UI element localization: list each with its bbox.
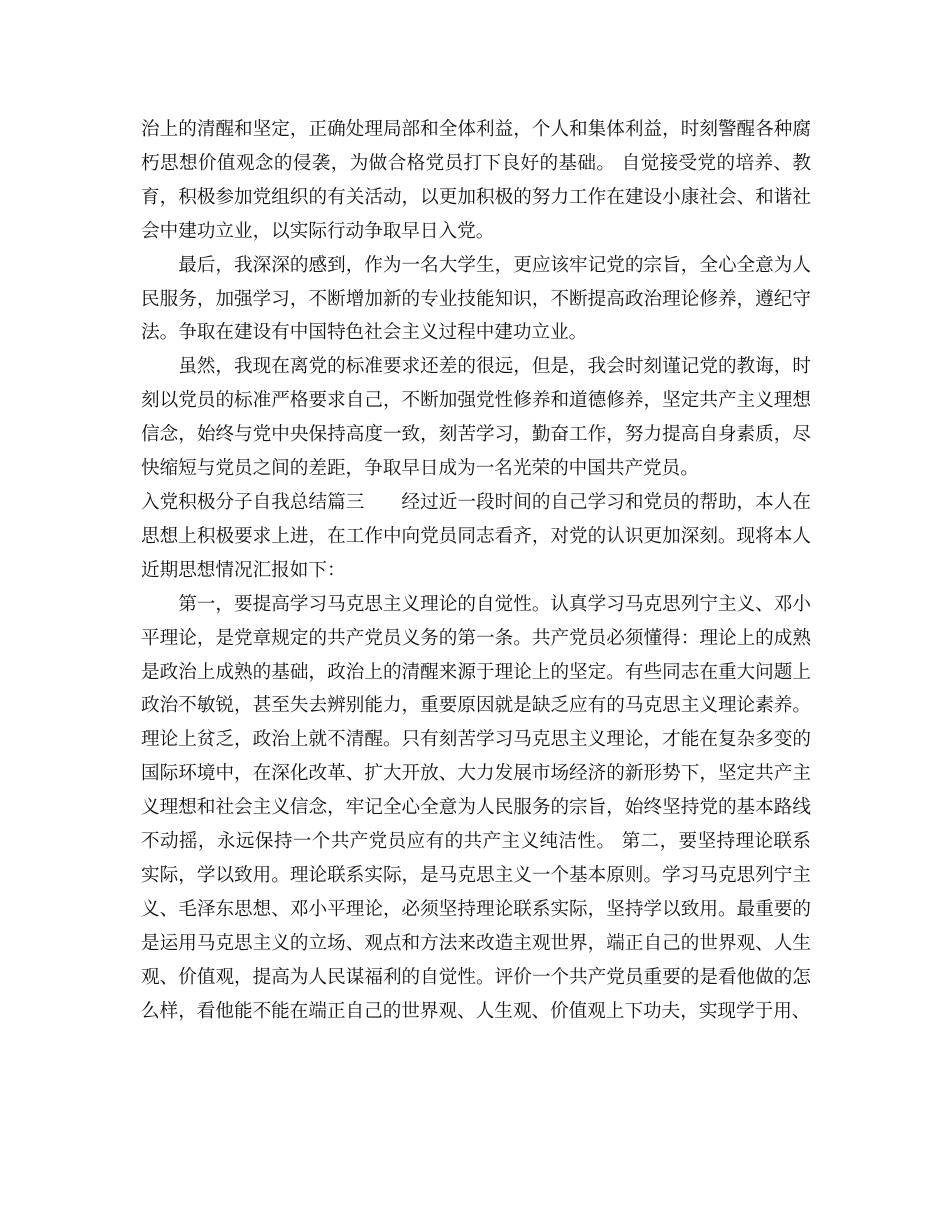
document-body bbox=[141, 113, 811, 1028]
paragraph-resolve: 虽然，我现在离党的标准要求还差的很远，但是，我会时刻谨记党的教诲，时刻以党员的标准严格要求自己，不断加强党性修养和道德修养，坚定共产主义理想信念，始终与党中央保持高度一致，刻苦学习，勤奋工作，努力提高自身素质，尽快缩短与党员之间的差距，争取早日成为一名光荣的中国共产党员。 bbox=[141, 356, 811, 480]
paragraph-section-three-intro: 入党积极分子自我总结篇三 经过近一段时间的自己学习和党员的帮助，本人在思想上积极要求上进，在工作中向党员同志看齐，对党的认识更加深刻。现将本人近期思想情况汇报如下： bbox=[141, 491, 811, 581]
paragraph-conclusion: 最后，我深深的感到，作为一名大学生，更应该牢记党的宗旨，全心全意为人民服务，加强学习，不断增加新的专业技能知识，不断提高政治理论修养，遵纪守法。争取在建设有中国特色社会主义过程中建功立业。 bbox=[141, 254, 811, 344]
paragraph-points: 第一，要提高学习马克思主义理论的自觉性。认真学习马克思列宁主义、邓小平理论，是党章规定的共产党员义务的第一条。共产党员必须懂得：理论上的成熟是政治上成熟的基础，政治上的清醒来源于理论上的坚定。有些同志在重大问题上政治不敏锐，甚至失去辨别能力，重要原因就是缺乏应有的马克思主义理论素养。理论上贫乏，政治上就不清醒。只有刻苦学习马克思主义理论，才能在复杂多变的国际环境中，在深化改革、扩大开放、大力发展市场经济的新形势下，坚定共产主义理想和社会主义信念，牢记全心全意为人民服务的宗旨，始终坚持党的基本路线不动摇，永远保持一个共产党员应有的共产主义纯洁性。 第二，要坚持理论联系实际，学以致用。理论联系实际，是马克思主义一个基本原则。学习马克思列宁主义、毛泽东思想、邓小平理论，必须坚持理论联系实际，坚持学以致用。最重要的是运用马克思主义的立场、观点和方法来改造主观世界，端正自己的世界观、人生观、价值观，提高为人民谋福利的自觉性。评价一个共产党员重要的是看他做的怎么样，看他能不能在端正自己的世界观、人生观、价值观上下功夫，实现学于用、 bbox=[141, 593, 811, 1022]
paragraph-continuation: 治上的清醒和坚定，正确处理局部和全体利益，个人和集体利益，时刻警醒各种腐朽思想价值观念的侵袭，为做合格党员打下良好的基础。 自觉接受党的培养、教育，积极参加党组织的有关活动，以更加积极的努力工作在建设小康社会、和谐社会中建功立业，以实际行动争取早日入党。 bbox=[141, 119, 811, 242]
